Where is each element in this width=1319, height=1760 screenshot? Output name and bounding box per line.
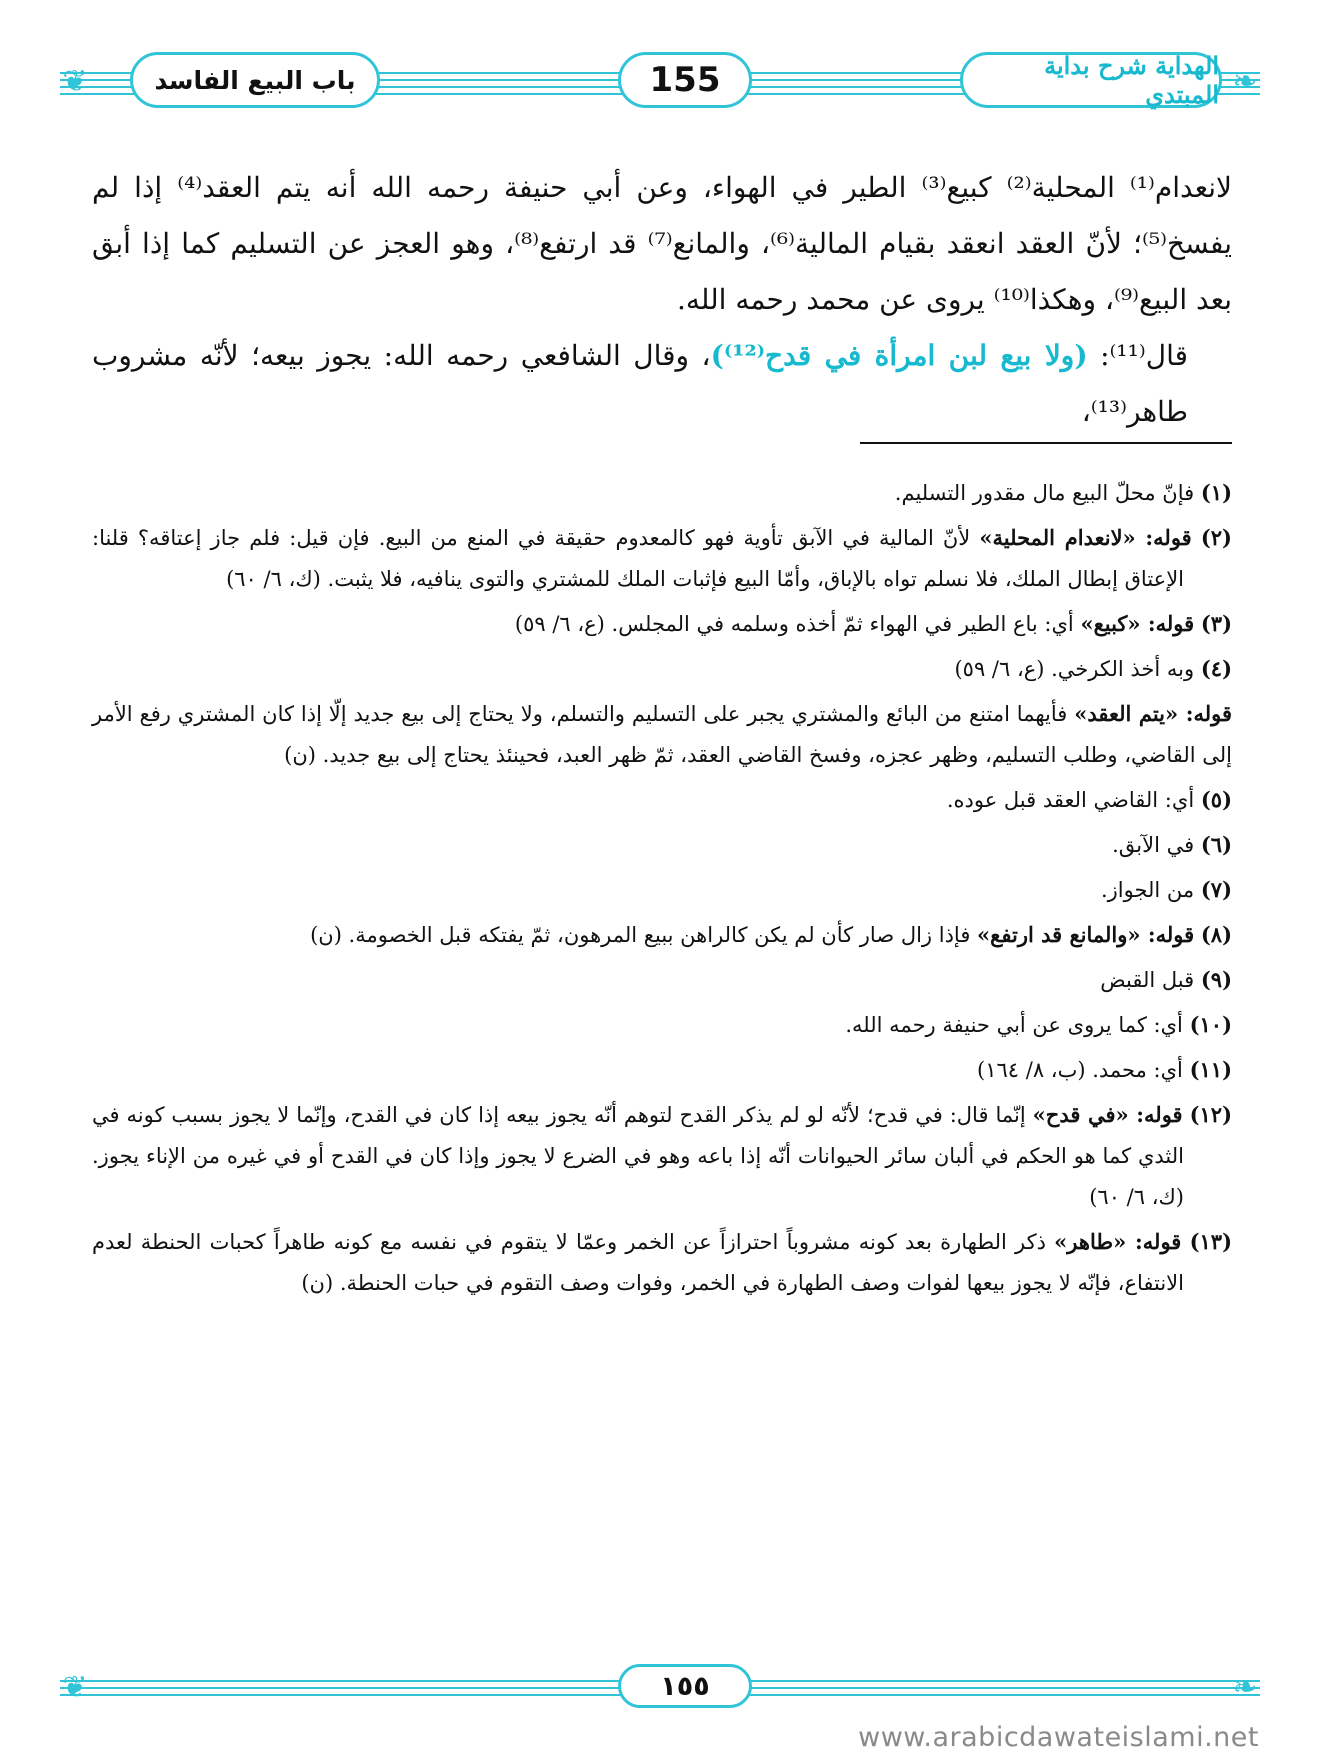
page-header [60,46,1260,118]
main-paragraph-2-rest: ، وقال الشافعي رحمه الله: يجوز بيعه؛ لأنّه مشروب طاهر⁽¹³⁾، [92,339,1188,428]
footnote-number: (١٠) [1189,1012,1232,1037]
main-paragraph-1: لانعدام⁽¹⁾ المحلية⁽²⁾ كبيع⁽³⁾ الطير في الهواء، وعن أبي حنيفة رحمه الله أنه يتم العقد⁽⁴⁾ إذا لم يفسخ⁽⁵⁾؛ لأنّ العقد انعقد بقيام المالية⁽⁶⁾، والمانع⁽⁷⁾ قد ارتفع⁽⁸⁾، وهو العجز عن التسليم كما إذا أبق بعد البيع⁽⁹⁾، وهكذا⁽¹⁰⁾ يروى عن محمد رحمه الله. [92,171,1232,316]
footnote-label: قوله: «كبيع» [1080,611,1195,636]
footnote-number: (٩) [1200,967,1232,992]
footnote [92,603,1232,645]
footnote-text: لأنّ المالية في الآبق تأوية فهو كالمعدوم حقيقة في المنع من البيع. فإن قيل: فلم جاز إعتاقه؟ قلنا: الإعتاق إبطال الملك، فلا نسلم تواه بالإباق، وأمّا البيع فإثبات الملك للمشتري والتوى ينافيه، فلا يثبت. (ك، ٦/ ٦٠) [92,526,1184,591]
footnote-label: قوله: «لانعدام المحلية» [979,525,1192,550]
footnote-text: فإنّ محلّ البيع مال مقدور التسليم. [894,481,1195,505]
footnote-text: أي: باع الطير في الهواء ثمّ أخذه وسلمه في المجلس. (ع، ٦/ ٥٩) [514,612,1081,636]
qala-text: قال⁽¹¹⁾: [1087,339,1188,372]
footnote-text: أي: القاضي العقد قبل عوده. [946,788,1195,812]
footnote [92,693,1232,776]
footnote-text: أي: كما يروى عن أبي حنيفة رحمه الله. [845,1013,1183,1037]
ornament-left-icon: ❦ [62,64,88,99]
footnote-number: (٣) [1200,611,1232,636]
footnote-number: (١٢) [1189,1102,1232,1127]
ornament-left-icon: ❦ [62,1670,88,1705]
footnote [92,824,1232,866]
footer-page-number: ١٥٥ [618,1664,752,1708]
footnotes [92,472,1232,1307]
footnote-text: فأيهما امتنع من البائع والمشتري يجبر على التسليم والتسلم، ولا يحتاج إلى بيع جديد إلّا إذا كان المشتري رفع الأمر إلى القاضي، وطلب التسليم، وظهر عجزه، وفسخ القاضي العقد، ثمّ ظهر العبد، فحينئذ يحتاج إلى بيع جديد. (ن) [92,702,1232,767]
ornament-right-icon: ❧ [1232,64,1258,99]
matn-quote: (ولا بيع لبن امرأة في قدح⁽¹²⁾) [710,339,1088,372]
footnote-text: من الجواز. [1100,878,1195,902]
footnote [92,959,1232,1001]
footnote [92,869,1232,911]
footnote-text: في الآبق. [1112,833,1195,857]
footnote-number: (٧) [1200,877,1232,902]
footnote-text: فإذا زال صار كأن لم يكن كالراهن ببيع المرهون، ثمّ يفتكه قبل الخصومة. (ن) [310,923,978,947]
footnote-text: أي: محمد. (ب، ٨/ ١٦٤) [977,1058,1183,1082]
chapter-title: باب البيع الفاسد [130,52,380,108]
footnote-text: ذكر الطهارة بعد كونه مشروباً احترازاً عن الخمر وعمّا لا يتقوم في نفسه مع كونه طاهراً كحبات الحنطة لعدم الانتفاع، فإنّه لا يجوز بيعها لفوات وصف الطهارة في الخمر، وفوات وصف التقوم في حبات الحنطة. (ن) [92,1230,1184,1295]
footnote-number: (٨) [1200,922,1232,947]
footnote-number: (٤) [1200,656,1232,681]
page-number: 155 [618,52,752,108]
ornament-right-icon: ❧ [1232,1670,1258,1705]
footnote [92,1049,1232,1091]
footnote-label: قوله: «في قدح» [1032,1102,1183,1127]
footnote [92,648,1232,690]
main-text [92,160,1232,440]
footnote [92,914,1232,956]
page-footer [60,1658,1260,1714]
footnote [92,1221,1232,1304]
book-title: الهداية شرح بداية المبتدي [960,52,1222,108]
watermark: www.arabicdawateislami.net [858,1722,1259,1753]
footnote-text: إنّما قال: في قدح؛ لأنّه لو لم يذكر القدح لتوهم أنّه يجوز بيعه إذا كان في القدح، وإنّما لا يجوز بسبب كونه في الثدي كما هو الحكم في ألبان سائر الحيوانات أنّه إذا باعه وهو في الضرع لا يجوز وإذا كان في القدح أو في غيره من الإناء يجوز. (ك، ٦/ ٦٠) [92,1103,1184,1209]
footnote-number: (١٣) [1189,1229,1232,1254]
footnote-separator [860,442,1232,444]
footnote [92,472,1232,514]
footnote-number: (١) [1200,480,1232,505]
footnote [92,1004,1232,1046]
footnote-number: (١١) [1189,1057,1232,1082]
footnote-label: قوله: «طاهر» [1054,1229,1182,1254]
footnote-number: (٦) [1200,832,1232,857]
footnote [92,779,1232,821]
footnote-text: وبه أخذ الكرخي. (ع، ٦/ ٥٩) [954,657,1195,681]
footnote-number: (٢) [1200,525,1232,550]
footnote-number: (٥) [1200,787,1232,812]
footnote-text: قبل القبض [1100,968,1195,992]
footnote-label: قوله: «والمانع قد ارتفع» [977,922,1195,947]
footnote [92,517,1232,600]
footnote-label: قوله: «يتم العقد» [1074,701,1232,726]
footnote [92,1094,1232,1218]
main-paragraph-2 [92,328,1232,440]
